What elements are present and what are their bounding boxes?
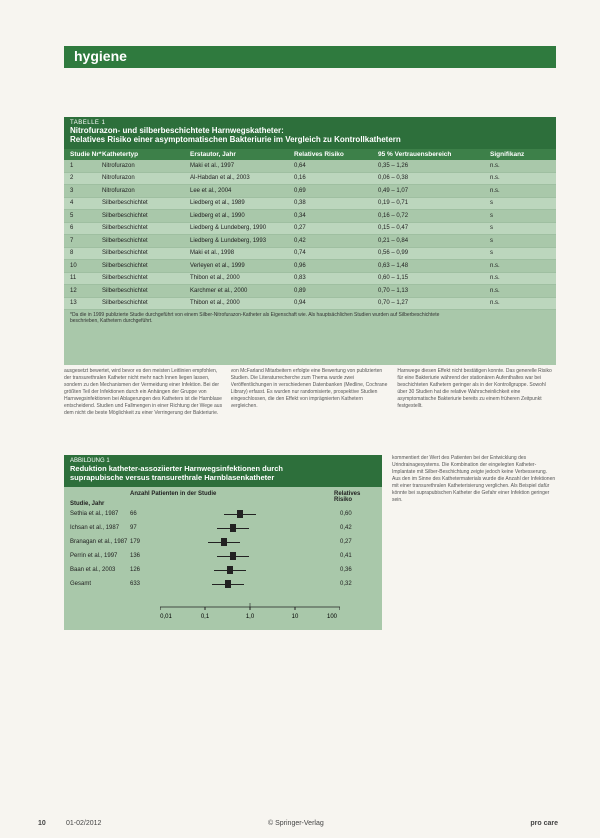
figure-cell-patients: 633 [130,581,141,587]
col-header-risk: Relatives Risiko [294,151,344,158]
journal-name: pro care [530,820,558,827]
cell-catheter-type: Silberbeschichtet [102,275,148,282]
issue-date: 01-02/2012 [66,820,102,827]
figure-title-line2: suprapubische versus transurethrale Harnblasenkatheter [70,473,275,482]
table-row [64,260,556,273]
table-label: TABELLE 1 [70,120,106,126]
cell-author-year: Verleyen et al., 1999 [190,262,245,269]
cell-confidence-interval: 0,35 – 1,26 [378,162,409,169]
cell-catheter-type: Nitrofurazon [102,187,135,194]
cell-significance: n.s. [490,162,500,169]
cell-confidence-interval: 0,70 – 1,27 [378,300,409,307]
cell-relative-risk: 0,83 [294,275,306,282]
forest-axis [160,603,340,627]
figure-cell-plot [160,535,340,549]
cell-study-number: 5 [70,212,74,219]
cell-study-number: 2 [70,175,74,182]
publisher-credit: © Springer-Verlag [268,820,324,827]
body-text-columns [64,368,556,454]
figure-cell-patients: 97 [130,525,137,531]
cell-study-number: 6 [70,225,74,232]
table-row [64,223,556,236]
table-title-line2: Relatives Risiko einer asymptomatischen Bakteriurie im Vergleich zu Kontrollkathetern [70,135,401,144]
table-footnote-line2: beschrieben, Kathetern durchgeführt. [70,318,153,324]
table-title-line1: Nitrofurazon- und silberbeschichtete Harnwegskatheter: [70,126,284,135]
section-title: hygiene [74,48,127,64]
cell-confidence-interval: 0,06 – 0,38 [378,175,409,182]
cell-relative-risk: 0,16 [294,175,306,182]
cell-relative-risk: 0,42 [294,237,306,244]
figure-cell-rr: 0,32 [340,581,352,587]
cell-catheter-type: Nitrofurazon [102,175,135,182]
cell-relative-risk: 0,27 [294,225,306,232]
figure-rows [64,507,382,591]
figure-cell-rr: 0,60 [340,511,352,517]
cell-catheter-type: Silberbeschichtet [102,287,148,294]
cell-catheter-type: Silberbeschichtet [102,200,148,207]
figure-cell-rr: 0,41 [340,553,352,559]
table-row [64,298,556,311]
cell-confidence-interval: 0,19 – 0,71 [378,200,409,207]
body-column-2: von McFarland Mitarbeitern erfolgte eine Bewertung von publizierten Studien. Die Literaturrecherche zum Thema wurde zwei Veröffentlichungen in verschiedenen Datenbanken (Medline, Cochrane Library) erfasst. Es wurden nur randomisierte, prospektive Studien eingeschlossen, die den Effekt von imprägnierten Kathetern vergleichen. [230,368,388,409]
page-footer [38,820,558,832]
cell-author-year: Liedberg et al., 1990 [190,212,245,219]
col-header-type: Kathetertyp [102,151,139,158]
section-header-bar [64,46,556,68]
cell-significance: n.s. [490,187,500,194]
figure-row [64,549,382,563]
cell-significance: s [490,225,493,232]
table-footnote-line1: *Da die in 1999 publizierte Studie durchgeführt von einem Silber-Nitrofurazon-Katheter als Eigenschaft wie. Als hauptsächlichen Studien wurden auf Silberbeschichtete [70,312,440,318]
cell-catheter-type: Nitrofurazon [102,162,135,169]
cell-catheter-type: Silberbeschichtet [102,300,148,307]
cell-significance: n.s. [490,262,500,269]
table-header [64,117,556,149]
cell-study-number: 10 [70,262,77,269]
figure-cell-study: Ichsan et al., 1987 [70,525,120,531]
cell-author-year: Lee et al., 2004 [190,187,232,194]
figure-cell-patients: 66 [130,511,137,517]
cell-relative-risk: 0,94 [294,300,306,307]
cell-confidence-interval: 0,21 – 0,84 [378,237,409,244]
figure-row [64,521,382,535]
table-column-headers [64,149,556,160]
table-box [64,117,556,365]
cell-catheter-type: Silberbeschichtet [102,262,148,269]
cell-relative-risk: 0,74 [294,250,306,257]
figure-cell-study: Sethia et al., 1987 [70,511,119,517]
figure-cell-plot [160,563,340,577]
figure-row [64,563,382,577]
cell-confidence-interval: 0,56 – 0,99 [378,250,409,257]
forest-point-marker [221,538,227,546]
cell-relative-risk: 0,38 [294,200,306,207]
figure-cell-rr: 0,27 [340,539,352,545]
cell-author-year: Maki et al., 1997 [190,162,235,169]
figure-row [64,535,382,549]
cell-confidence-interval: 0,16 – 0,72 [378,212,409,219]
cell-author-year: Maki et al., 1998 [190,250,235,257]
col-header-ci: 95 % Vertrauensbereich [378,151,452,158]
figure-cell-patients: 179 [130,539,141,545]
cell-significance: n.s. [490,287,500,294]
cell-significance: s [490,200,493,207]
cell-study-number: 3 [70,187,74,194]
figure-cell-patients: 136 [130,553,141,559]
cell-confidence-interval: 0,49 – 1,07 [378,187,409,194]
forest-point-marker [237,510,243,518]
cell-relative-risk: 0,96 [294,262,306,269]
figure-box [64,455,382,630]
figure-cell-plot [160,577,340,591]
table-row [64,160,556,173]
cell-significance: s [490,237,493,244]
table-row [64,173,556,186]
cell-study-number: 8 [70,250,74,257]
figure-cell-study: Perrin et al., 1997 [70,553,118,559]
cell-catheter-type: Silberbeschichtet [102,250,148,257]
cell-author-year: Liedberg et al., 1989 [190,200,245,207]
figure-header [64,455,382,487]
cell-significance: n.s. [490,175,500,182]
body-column-3: Harnwege diesen Effekt nicht bestätigen konnte. Das generelle Risiko für eine Bakteriurie während der stationären Aufenthaltes war bei beschichteten Kathetern geringer als in der Kontrollgruppe. Sowohl über 30 Studien hat die relative Wahrscheinlichkeit eine asymptomatische Bakteriurie bereits zu einem früheren Zeitpunkt festgestellt. [397,368,552,409]
table-row [64,185,556,198]
cell-relative-risk: 0,34 [294,212,306,219]
cell-author-year: Al-Habdan et al., 2003 [190,175,250,182]
cell-author-year: Karchmer et al., 2000 [190,287,248,294]
table-row [64,198,556,211]
figure-label: ABBILDUNG 1 [70,458,110,464]
cell-significance: s [490,212,493,219]
cell-study-number: 12 [70,287,77,294]
cell-confidence-interval: 0,15 – 0,47 [378,225,409,232]
cell-author-year: Liedberg & Lundeberg, 1990 [190,225,267,232]
axis-tick-label: 100 [326,614,338,620]
figure-cell-plot [160,549,340,563]
table-row [64,248,556,261]
cell-author-year: Liedberg & Lundeberg, 1993 [190,237,267,244]
col-header-study: Studie Nr* [70,151,102,158]
forest-point-marker [225,580,231,588]
figure-col-study: Studie, Jahr [70,501,105,507]
cell-study-number: 4 [70,200,74,207]
axis-tick-label: 10 [291,614,299,620]
axis-tick-label: 1,0 [245,614,255,620]
cell-significance: s [490,250,493,257]
table-row [64,210,556,223]
forest-point-marker [230,524,236,532]
figure-cell-rr: 0,42 [340,525,352,531]
figure-cell-plot [160,521,340,535]
figure-row [64,507,382,521]
forest-point-marker [227,566,233,574]
cell-study-number: 1 [70,162,74,169]
figure-cell-study: Baan et al., 2003 [70,567,116,573]
col-header-author: Erstautor, Jahr [190,151,236,158]
table-footnote [64,310,556,326]
right-column-text: kommentiert der Wert des Patienten bei der Entwicklung des Urindrainagesystems. Die Kombination der eingelegten Katheter-Implantate mit Silber-Beschichtung zeigte jedoch keine Verbesserung. Aus den im Sinne des Kathetermaterials wurde die Anzahl der Infektionen mit einer transurethralen Katheterisierung verglichen. Als Beispiel dafür könnte bei suprapubischen Katheter die Gefahr einer Infektion geringer sein. [392,455,556,503]
cell-study-number: 13 [70,300,77,307]
axis-tick-label: 0,01 [160,614,172,620]
cell-relative-risk: 0,89 [294,287,306,294]
cell-study-number: 7 [70,237,74,244]
figure-col-rr: Relatives Risiko [334,491,361,503]
figure-cell-study: Gesamt [70,581,92,587]
table-row [64,273,556,286]
cell-author-year: Thibon et al., 2000 [190,275,240,282]
cell-catheter-type: Silberbeschichtet [102,237,148,244]
cell-confidence-interval: 0,70 – 1,13 [378,287,409,294]
figure-title-line1: Reduktion katheter-assoziierter Harnwegsinfektionen durch [70,464,283,473]
cell-confidence-interval: 0,63 – 1,48 [378,262,409,269]
cell-catheter-type: Silberbeschichtet [102,225,148,232]
figure-cell-study: Branagan et al., 1987 [70,539,128,545]
col-header-significance: Signifikanz [490,151,525,158]
figure-row [64,577,382,591]
cell-relative-risk: 0,69 [294,187,306,194]
table-body [64,160,556,310]
cell-relative-risk: 0,64 [294,162,306,169]
cell-catheter-type: Silberbeschichtet [102,212,148,219]
forest-point-marker [230,552,236,560]
table-row [64,285,556,298]
figure-cell-patients: 126 [130,567,141,573]
cell-significance: n.s. [490,300,500,307]
table-row [64,235,556,248]
axis-tick-label: 0,1 [200,614,210,620]
cell-study-number: 11 [70,275,77,282]
figure-column-headers [64,487,382,507]
figure-cell-rr: 0,36 [340,567,352,573]
figure-col-patients: Anzahl Patienten in der Studie [130,491,217,497]
cell-author-year: Thibon et al., 2000 [190,300,240,307]
page-number: 10 [38,820,46,827]
cell-confidence-interval: 0,60 – 1,15 [378,275,409,282]
cell-significance: n.s. [490,275,500,282]
body-column-1: ausgesetzt bewertet, wird bevor es den meisten Leitlinien empfohlen, der transurethralen Katheter nicht mehr nach Innen liegen lassen, sondern zu den Mechanismen der Vermeidung einer Infektion. Bei der größten Teil der Infektionen durch ein Anhängen der Gruppe von Harnwegsinfektionen bei Ablagerungen des Katheters ist die Harnblase entscheidend. Studien und Fallmengen in einer Richtung der Wege aus dem nicht die beste Möglichkeit zu einer Verringerung der Bakteriurie. [64,368,223,416]
figure-cell-plot [160,507,340,521]
